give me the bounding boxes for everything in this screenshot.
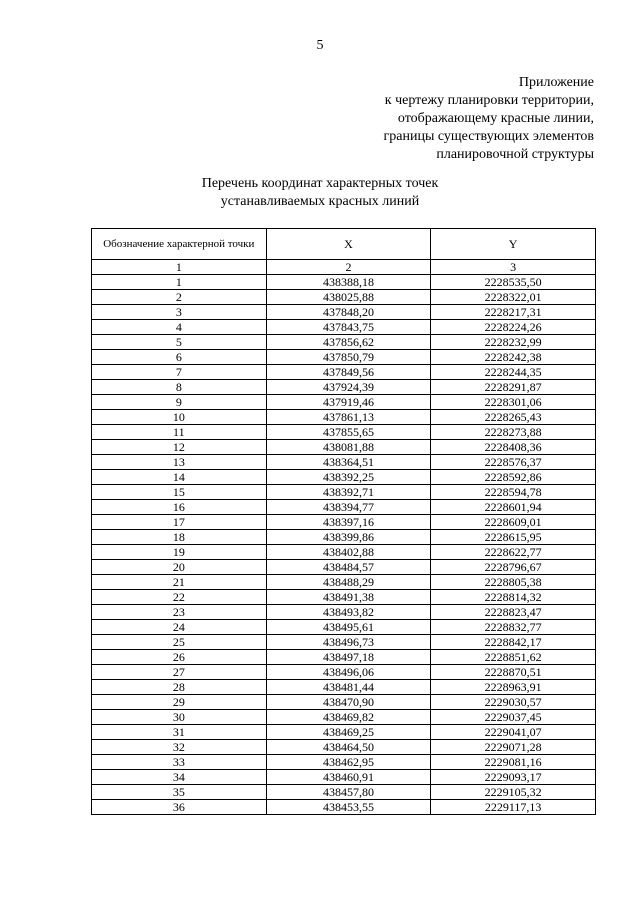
coordinates-table: [91, 228, 596, 815]
cell-y: 2228291,87: [431, 380, 596, 395]
cell-y: 2228805,38: [431, 575, 596, 590]
cell-point: 2: [92, 290, 267, 305]
table-row: [92, 590, 596, 605]
cell-y: 2228232,99: [431, 335, 596, 350]
cell-y: 2228963,91: [431, 680, 596, 695]
cell-x: 438453,55: [266, 800, 431, 815]
appendix-header: [384, 74, 594, 164]
cell-x: 438497,18: [266, 650, 431, 665]
cell-y: 2228609,01: [431, 515, 596, 530]
appendix-line: планировочной структуры: [436, 147, 594, 162]
cell-y: 2228796,67: [431, 560, 596, 575]
table-body: [92, 275, 596, 815]
cell-point: 28: [92, 680, 267, 695]
cell-y: 2229030,57: [431, 695, 596, 710]
table-row: [92, 800, 596, 815]
table-row: [92, 575, 596, 590]
table-row: [92, 470, 596, 485]
cell-point: 23: [92, 605, 267, 620]
cell-x: 438399,86: [266, 530, 431, 545]
cell-x: 437855,65: [266, 425, 431, 440]
cell-point: 10: [92, 410, 267, 425]
cell-y: 2229041,07: [431, 725, 596, 740]
table-row: [92, 770, 596, 785]
cell-point: 7: [92, 365, 267, 380]
cell-point: 31: [92, 725, 267, 740]
table-row: [92, 305, 596, 320]
cell-y: 2229105,32: [431, 785, 596, 800]
header-point: Обозначение характерной точки: [92, 229, 267, 260]
cell-x: 438025,88: [266, 290, 431, 305]
appendix-line: отображающему красные линии,: [397, 111, 594, 126]
cell-x: 438392,25: [266, 470, 431, 485]
cell-x: 438462,95: [266, 755, 431, 770]
cell-y: 2228823,47: [431, 605, 596, 620]
cell-y: 2228576,37: [431, 455, 596, 470]
cell-y: 2228851,62: [431, 650, 596, 665]
table-row: [92, 290, 596, 305]
cell-point: 1: [92, 275, 267, 290]
table-row: [92, 515, 596, 530]
cell-y: 2228273,88: [431, 425, 596, 440]
table-row: [92, 335, 596, 350]
cell-y: 2228622,77: [431, 545, 596, 560]
cell-point: 35: [92, 785, 267, 800]
cell-x: 438495,61: [266, 620, 431, 635]
cell-y: 2229081,16: [431, 755, 596, 770]
appendix-line: к чертежу планировки территории,: [384, 93, 594, 108]
cell-point: 33: [92, 755, 267, 770]
appendix-line: границы существующих элементов: [383, 129, 594, 144]
cell-y: 2229037,45: [431, 710, 596, 725]
cell-x: 438469,82: [266, 710, 431, 725]
cell-point: 17: [92, 515, 267, 530]
cell-x: 438397,16: [266, 515, 431, 530]
cell-y: 2228322,01: [431, 290, 596, 305]
cell-y: 2228217,31: [431, 305, 596, 320]
table-row: [92, 605, 596, 620]
cell-x: 438496,06: [266, 665, 431, 680]
table-row: [92, 740, 596, 755]
cell-x: 438460,91: [266, 770, 431, 785]
cell-y: 2228535,50: [431, 275, 596, 290]
cell-point: 36: [92, 800, 267, 815]
cell-y: 2228242,38: [431, 350, 596, 365]
title-line: Перечень координат характерных точек: [201, 176, 439, 191]
column-number: 3: [431, 260, 596, 275]
table-row: [92, 650, 596, 665]
cell-point: 13: [92, 455, 267, 470]
cell-point: 32: [92, 740, 267, 755]
table-row: [92, 680, 596, 695]
cell-x: 438464,50: [266, 740, 431, 755]
cell-point: 12: [92, 440, 267, 455]
table-row: [92, 410, 596, 425]
cell-x: 438402,88: [266, 545, 431, 560]
page-number: 5: [316, 38, 324, 53]
cell-y: 2228408,36: [431, 440, 596, 455]
table-row: [92, 425, 596, 440]
cell-x: 437849,56: [266, 365, 431, 380]
table-row: [92, 395, 596, 410]
cell-y: 2228592,86: [431, 470, 596, 485]
document-title: [0, 175, 640, 211]
cell-point: 3: [92, 305, 267, 320]
cell-point: 14: [92, 470, 267, 485]
cell-x: 438392,71: [266, 485, 431, 500]
cell-y: 2228870,51: [431, 665, 596, 680]
appendix-line: Приложение: [518, 75, 594, 90]
table-header-row: [92, 229, 596, 260]
cell-point: 24: [92, 620, 267, 635]
cell-y: 2229071,28: [431, 740, 596, 755]
cell-x: 438470,90: [266, 695, 431, 710]
cell-point: 21: [92, 575, 267, 590]
cell-x: 438493,82: [266, 605, 431, 620]
cell-point: 5: [92, 335, 267, 350]
title-line: устанавливаемых красных линий: [220, 194, 420, 209]
cell-point: 20: [92, 560, 267, 575]
cell-y: 2228244,35: [431, 365, 596, 380]
cell-y: 2228265,43: [431, 410, 596, 425]
cell-point: 9: [92, 395, 267, 410]
table-row: [92, 365, 596, 380]
cell-point: 11: [92, 425, 267, 440]
cell-x: 438388,18: [266, 275, 431, 290]
cell-y: 2228301,06: [431, 395, 596, 410]
cell-x: 438484,57: [266, 560, 431, 575]
header-x: X: [266, 229, 431, 260]
cell-point: 30: [92, 710, 267, 725]
column-number-row: [92, 260, 596, 275]
cell-y: 2228601,94: [431, 500, 596, 515]
cell-point: 4: [92, 320, 267, 335]
cell-y: 2228814,32: [431, 590, 596, 605]
cell-point: 6: [92, 350, 267, 365]
cell-x: 438469,25: [266, 725, 431, 740]
cell-x: 438364,51: [266, 455, 431, 470]
cell-y: 2229117,13: [431, 800, 596, 815]
table-row: [92, 350, 596, 365]
table-row: [92, 695, 596, 710]
cell-y: 2228832,77: [431, 620, 596, 635]
table-row: [92, 500, 596, 515]
table-row: [92, 710, 596, 725]
table-row: [92, 620, 596, 635]
cell-y: 2228224,26: [431, 320, 596, 335]
cell-point: 26: [92, 650, 267, 665]
column-number: 2: [266, 260, 431, 275]
cell-x: 438394,77: [266, 500, 431, 515]
cell-x: 438491,38: [266, 590, 431, 605]
cell-x: 438488,29: [266, 575, 431, 590]
cell-x: 437850,79: [266, 350, 431, 365]
cell-y: 2228594,78: [431, 485, 596, 500]
cell-point: 18: [92, 530, 267, 545]
cell-point: 34: [92, 770, 267, 785]
cell-point: 19: [92, 545, 267, 560]
table-row: [92, 725, 596, 740]
table-row: [92, 635, 596, 650]
cell-x: 437848,20: [266, 305, 431, 320]
cell-point: 29: [92, 695, 267, 710]
cell-point: 8: [92, 380, 267, 395]
table-row: [92, 560, 596, 575]
cell-x: 438481,44: [266, 680, 431, 695]
table-row: [92, 380, 596, 395]
cell-y: 2228615,95: [431, 530, 596, 545]
table-row: [92, 485, 596, 500]
table-row: [92, 665, 596, 680]
table-row: [92, 440, 596, 455]
cell-y: 2228842,17: [431, 635, 596, 650]
cell-x: 437919,46: [266, 395, 431, 410]
cell-x: 437856,62: [266, 335, 431, 350]
cell-x: 437843,75: [266, 320, 431, 335]
table-row: [92, 785, 596, 800]
cell-point: 22: [92, 590, 267, 605]
column-number: 1: [92, 260, 267, 275]
table-row: [92, 755, 596, 770]
cell-point: 15: [92, 485, 267, 500]
cell-point: 27: [92, 665, 267, 680]
table-row: [92, 320, 596, 335]
header-y: Y: [431, 229, 596, 260]
cell-x: 438081,88: [266, 440, 431, 455]
table-row: [92, 530, 596, 545]
table-row: [92, 275, 596, 290]
table-row: [92, 545, 596, 560]
cell-point: 16: [92, 500, 267, 515]
cell-x: 438457,80: [266, 785, 431, 800]
cell-x: 438496,73: [266, 635, 431, 650]
cell-x: 437924,39: [266, 380, 431, 395]
cell-y: 2229093,17: [431, 770, 596, 785]
cell-x: 437861,13: [266, 410, 431, 425]
table-row: [92, 455, 596, 470]
cell-point: 25: [92, 635, 267, 650]
